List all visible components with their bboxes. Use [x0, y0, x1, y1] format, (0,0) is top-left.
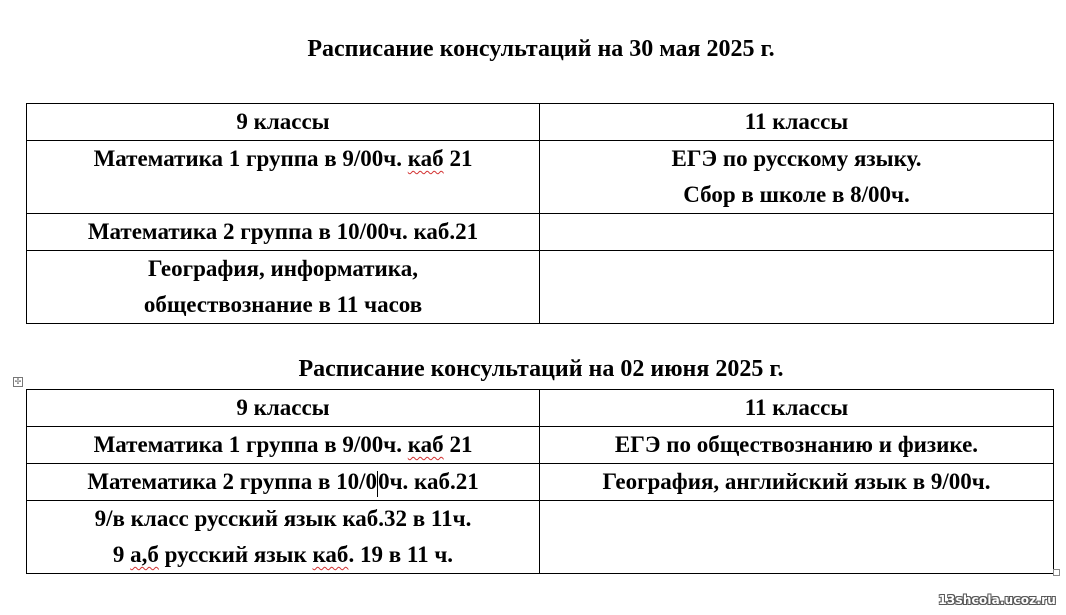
table-cell: География, английский язык в 9/00ч.	[540, 464, 1054, 501]
cell-text-line: Сбор в школе в 8/00ч.	[683, 182, 910, 207]
table-cell[interactable]	[27, 464, 540, 501]
table-cell: Математика 2 группа в 10/00ч. каб.21	[27, 214, 540, 251]
cell-text-line: 9/в класс русский язык каб.32 в 11ч.	[94, 506, 472, 531]
table-resize-handle[interactable]	[1053, 569, 1060, 576]
cell-text: 21	[443, 146, 473, 171]
cell-text: Математика 1 группа в 9/00ч.	[93, 432, 408, 457]
spellcheck-word: каб	[407, 432, 444, 457]
cell-text: . 19 в 11 ч.	[348, 542, 454, 567]
table-cell	[27, 427, 540, 464]
spellcheck-word: а,б	[130, 542, 159, 567]
table-row	[27, 464, 1054, 501]
column-header-9: 9 классы	[27, 104, 540, 141]
table-cell	[27, 251, 540, 324]
table-cell	[27, 141, 540, 214]
table-row	[27, 251, 1054, 324]
watermark: 13shcola.ucoz.ru	[938, 593, 1056, 607]
move-anchor-icon[interactable]: ✢	[14, 377, 22, 386]
table-row	[27, 427, 1054, 464]
table-row	[27, 141, 1054, 214]
schedule1-title: Расписание консультаций на 30 мая 2025 г.	[307, 36, 775, 62]
cell-text: 0ч. каб.21	[378, 469, 479, 494]
schedule2-title: Расписание консультаций на 02 июня 2025 г.	[298, 356, 784, 382]
column-header-9: 9 классы	[27, 390, 540, 427]
column-header-11: 11 классы	[540, 104, 1054, 141]
table-row	[27, 390, 1054, 427]
cell-text-line: ЕГЭ по русскому языку.	[671, 146, 922, 171]
table-cell-empty	[540, 214, 1054, 251]
table-cell	[540, 141, 1054, 214]
cell-text: русский язык	[158, 542, 313, 567]
cell-text: Математика 2 группа в 10/0	[87, 469, 378, 494]
spellcheck-word: каб	[407, 146, 444, 171]
table-row	[27, 214, 1054, 251]
cell-text-line	[31, 537, 535, 573]
cell-text-line: обществознание в 11 часов	[143, 292, 423, 317]
table-cell-empty	[540, 251, 1054, 324]
table-row	[27, 104, 1054, 141]
table-cell-empty	[540, 501, 1054, 574]
schedule2-table	[26, 389, 1054, 574]
spellcheck-word: каб	[312, 542, 349, 567]
table-cell: ЕГЭ по обществознанию и физике.	[540, 427, 1054, 464]
cell-text: 21	[443, 432, 473, 457]
table-cell	[27, 501, 540, 574]
schedule1-table	[26, 103, 1054, 324]
table-row	[27, 501, 1054, 574]
column-header-11: 11 классы	[540, 390, 1054, 427]
cell-text-line: География, информатика,	[148, 256, 418, 281]
cell-text: 9	[112, 542, 131, 567]
cell-text: Математика 1 группа в 9/00ч.	[93, 146, 408, 171]
